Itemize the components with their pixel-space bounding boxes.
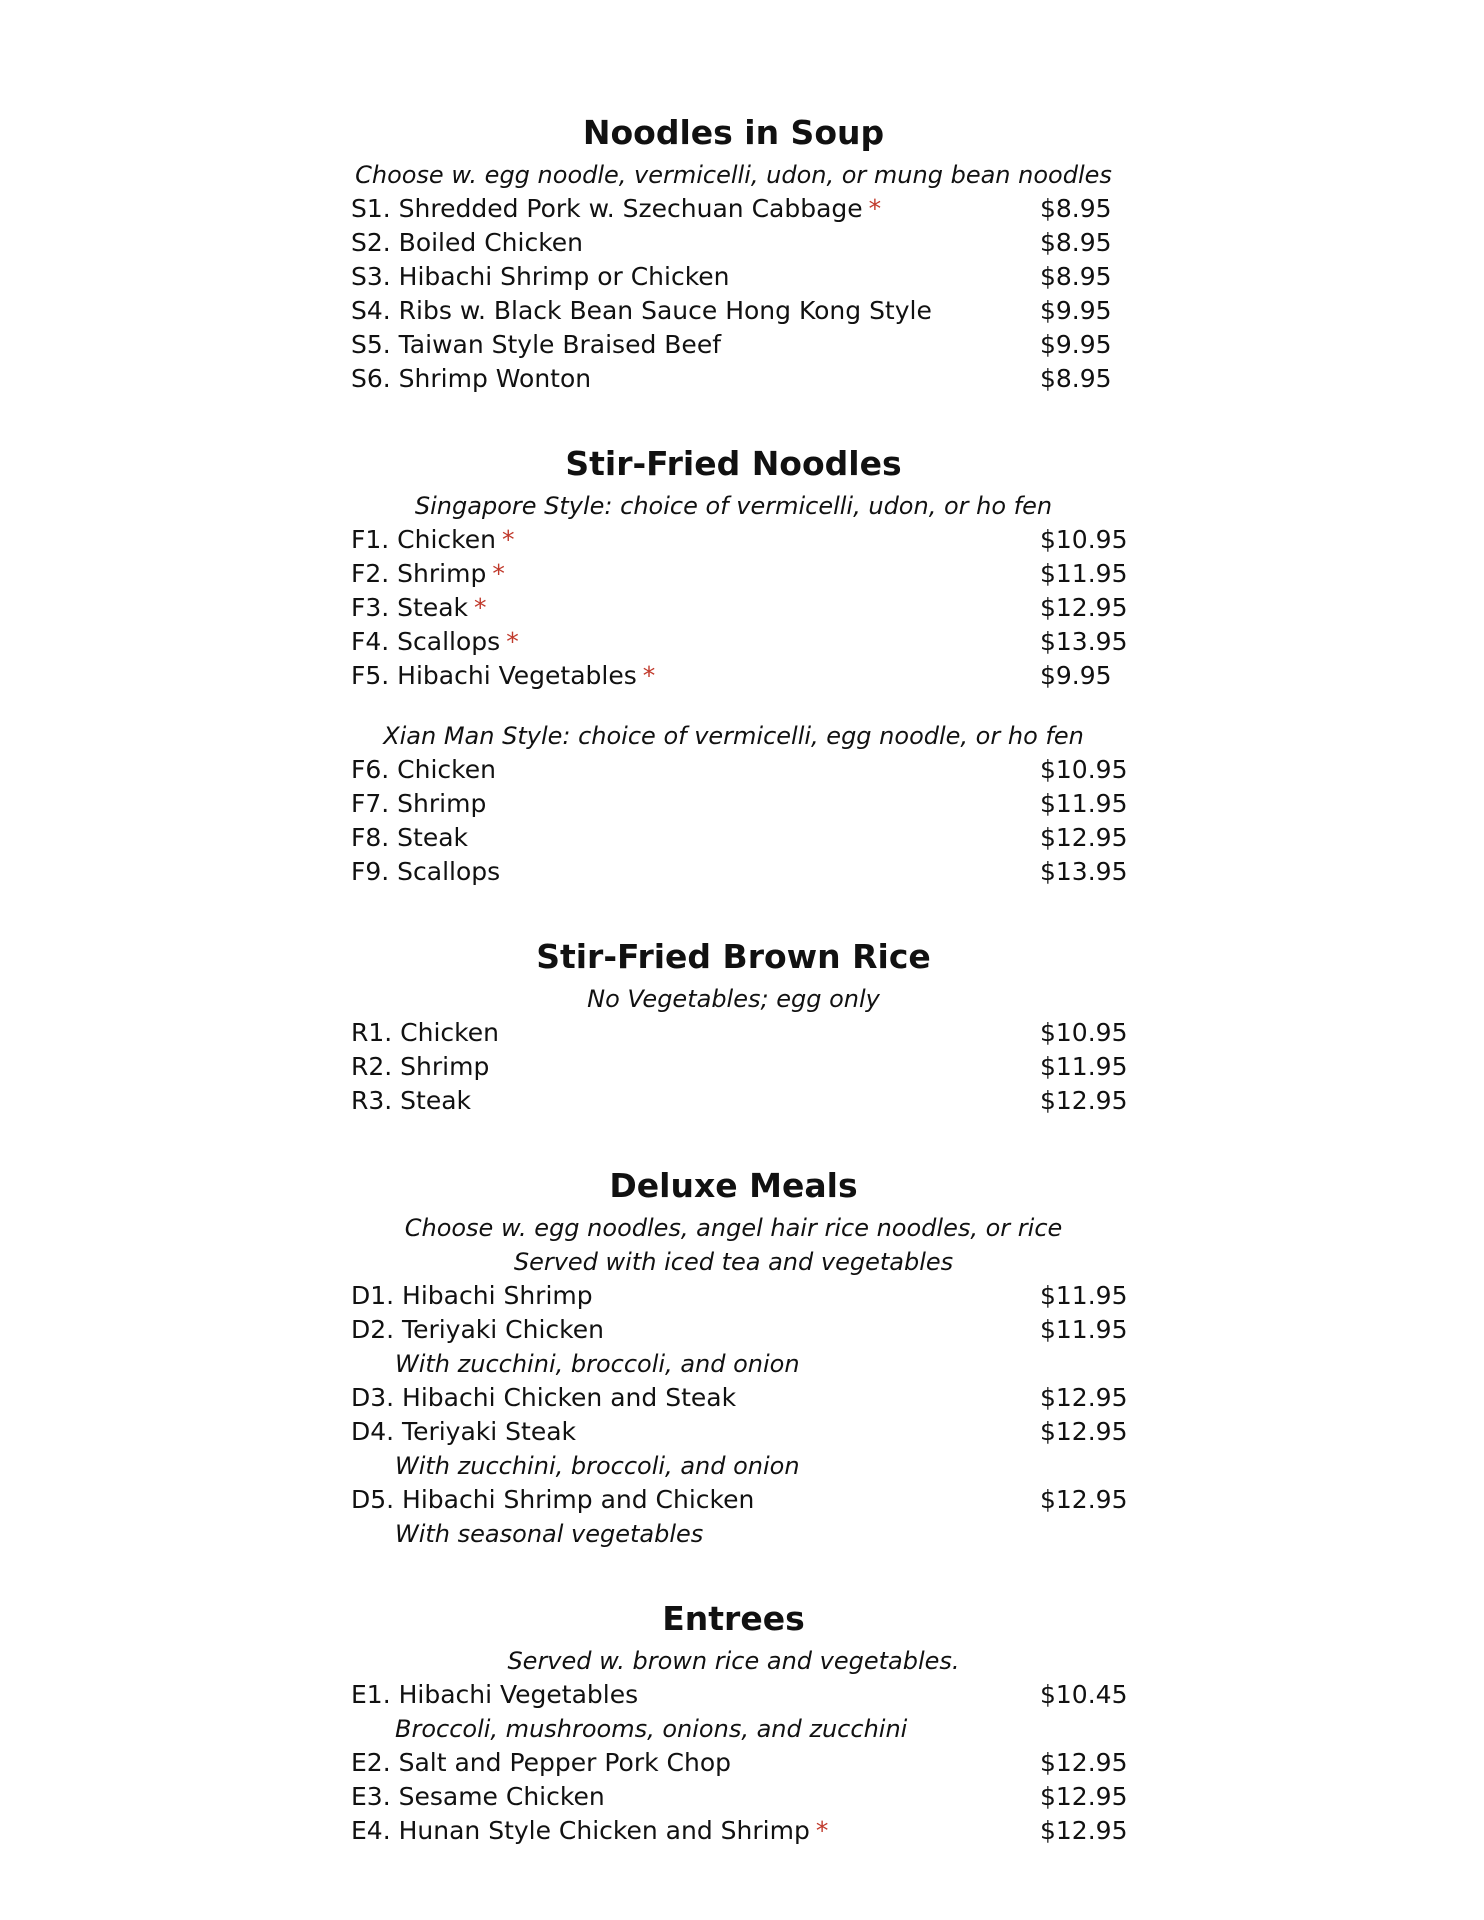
item-price: $10.95 <box>1040 1018 1128 1047</box>
item-description: With zucchini, broccoli, and onion <box>395 1350 800 1378</box>
menu-item <box>351 1415 1128 1449</box>
item-name: R2. Shrimp <box>351 1052 490 1081</box>
section-subtitle: Singapore Style: choice of vermicelli, udon, or ho fen <box>414 492 1053 520</box>
item-name: S3. Hibachi Shrimp or Chicken <box>351 262 730 291</box>
item-price: $12.95 <box>1040 593 1128 622</box>
item-name: F7. Shrimp <box>351 789 487 818</box>
item-name: R1. Chicken <box>351 1018 499 1047</box>
item-price: $12.95 <box>1040 1417 1128 1446</box>
item-price: $10.45 <box>1040 1680 1128 1709</box>
item-price: $12.95 <box>1040 1383 1128 1412</box>
menu-item <box>351 753 1128 787</box>
item-price: $8.95 <box>1040 262 1112 291</box>
menu-item <box>351 362 1116 396</box>
item-name: S2. Boiled Chicken <box>351 228 584 257</box>
menu-item <box>351 591 1128 625</box>
section-subtitle: Served w. brown rice and vegetables. <box>507 1647 960 1675</box>
item-name: E3. Sesame Chicken <box>351 1782 605 1811</box>
menu-item <box>351 226 1116 260</box>
item-name: F3. Steak <box>351 593 469 622</box>
item-price: $11.95 <box>1040 559 1128 588</box>
menu-item <box>351 625 1128 659</box>
spicy-marker: * <box>501 525 515 554</box>
menu-item <box>351 523 1128 557</box>
item-name: F4. Scallops <box>351 627 501 656</box>
item-description: With zucchini, broccoli, and onion <box>395 1452 800 1480</box>
menu-item <box>351 1084 1128 1118</box>
item-price: $12.95 <box>1040 1086 1128 1115</box>
spicy-marker: * <box>474 593 487 622</box>
section-subtitle-xian-man: Xian Man Style: choice of vermicelli, egg noodle, or ho fen <box>383 722 1084 750</box>
item-description: With seasonal vegetables <box>395 1520 704 1548</box>
item-price: $11.95 <box>1040 1315 1128 1344</box>
item-price: $12.95 <box>1040 823 1128 852</box>
menu-item <box>351 1381 1128 1415</box>
menu-item <box>351 821 1128 855</box>
item-name: R3. Steak <box>351 1086 472 1115</box>
menu-item <box>351 1050 1128 1084</box>
item-name: D1. Hibachi Shrimp <box>351 1281 593 1310</box>
item-name: E2. Salt and Pepper Pork Chop <box>351 1748 732 1777</box>
menu-item <box>351 328 1116 362</box>
section-title: Stir-Fried Brown Rice <box>536 937 931 976</box>
item-price: $12.95 <box>1040 1748 1128 1777</box>
item-name: F8. Steak <box>351 823 469 852</box>
menu-item <box>351 1016 1128 1050</box>
menu-item <box>351 1279 1128 1313</box>
menu-item <box>351 192 1116 226</box>
item-price: $11.95 <box>1040 1281 1128 1310</box>
section-title: Stir-Fried Noodles <box>565 444 902 483</box>
item-name: D2. Teriyaki Chicken <box>351 1315 604 1344</box>
item-price: $9.95 <box>1040 661 1112 690</box>
item-name: D4. Teriyaki Steak <box>351 1417 577 1446</box>
item-name: S1. Shredded Pork w. Szechuan Cabbage <box>351 194 863 223</box>
item-price: $10.95 <box>1040 755 1128 784</box>
item-name: F9. Scallops <box>351 857 501 886</box>
section-title: Noodles in Soup <box>582 113 885 152</box>
item-name: E4. Hunan Style Chicken and Shrimp <box>351 1816 810 1845</box>
menu-item <box>351 1780 1128 1814</box>
menu-item <box>351 1313 1128 1347</box>
section-subtitle: Choose w. egg noodles, angel hair rice noodles, or rice <box>404 1214 1063 1242</box>
spicy-marker: * <box>492 559 505 588</box>
menu-item <box>351 1678 1128 1712</box>
item-name: S6. Shrimp Wonton <box>351 364 592 393</box>
section-subtitle: Choose w. egg noodle, vermicelli, udon, or mung bean noodles <box>355 161 1112 189</box>
item-price: $10.95 <box>1040 525 1128 554</box>
spicy-marker: * <box>506 627 519 656</box>
section-entrees <box>351 1594 1128 1848</box>
menu-item <box>351 260 1116 294</box>
section-noodles-in-soup <box>351 108 1116 396</box>
item-name: D5. Hibachi Shrimp and Chicken <box>351 1485 755 1514</box>
menu-item <box>351 557 1128 591</box>
section-stir-fried-noodles <box>351 439 1128 889</box>
spicy-marker: * <box>868 194 882 223</box>
item-price: $8.95 <box>1040 364 1112 393</box>
section-title: Entrees <box>662 1599 805 1638</box>
spicy-marker: * <box>642 661 656 690</box>
item-price: $8.95 <box>1040 194 1112 223</box>
item-name: D3. Hibachi Chicken and Steak <box>351 1383 737 1412</box>
menu-item <box>351 1483 1128 1517</box>
section-title: Deluxe Meals <box>609 1166 858 1205</box>
menu-item <box>351 1814 1128 1848</box>
item-name: F5. Hibachi Vegetables <box>351 661 637 690</box>
item-price: $12.95 <box>1040 1485 1128 1514</box>
item-price: $12.95 <box>1040 1782 1128 1811</box>
menu-item <box>351 294 1116 328</box>
item-price: $13.95 <box>1040 627 1128 656</box>
item-description: Broccoli, mushrooms, onions, and zucchini <box>395 1715 908 1743</box>
item-name: S4. Ribs w. Black Bean Sauce Hong Kong Style <box>351 296 932 325</box>
spicy-marker: * <box>815 1816 829 1845</box>
item-name: F2. Shrimp <box>351 559 487 588</box>
menu-page <box>351 108 1128 1848</box>
item-price: $9.95 <box>1040 296 1112 325</box>
section-subtitle: No Vegetables; egg only <box>587 985 880 1013</box>
section-deluxe-meals <box>351 1161 1128 1551</box>
item-price: $11.95 <box>1040 1052 1128 1081</box>
item-name: F1. Chicken <box>351 525 496 554</box>
item-name: S5. Taiwan Style Braised Beef <box>351 330 721 359</box>
section-stir-fried-brown-rice <box>351 932 1128 1118</box>
section-subtitle-line2: Served with iced tea and vegetables <box>513 1248 954 1276</box>
item-price: $8.95 <box>1040 228 1112 257</box>
menu-item <box>351 659 1116 693</box>
item-name: F6. Chicken <box>351 755 496 784</box>
item-price: $9.95 <box>1040 330 1112 359</box>
item-name: E1. Hibachi Vegetables <box>351 1680 639 1709</box>
item-price: $12.95 <box>1040 1816 1128 1845</box>
menu-item <box>351 1746 1128 1780</box>
item-price: $13.95 <box>1040 857 1128 886</box>
menu-item <box>351 787 1128 821</box>
item-price: $11.95 <box>1040 789 1128 818</box>
menu-item <box>351 855 1128 889</box>
